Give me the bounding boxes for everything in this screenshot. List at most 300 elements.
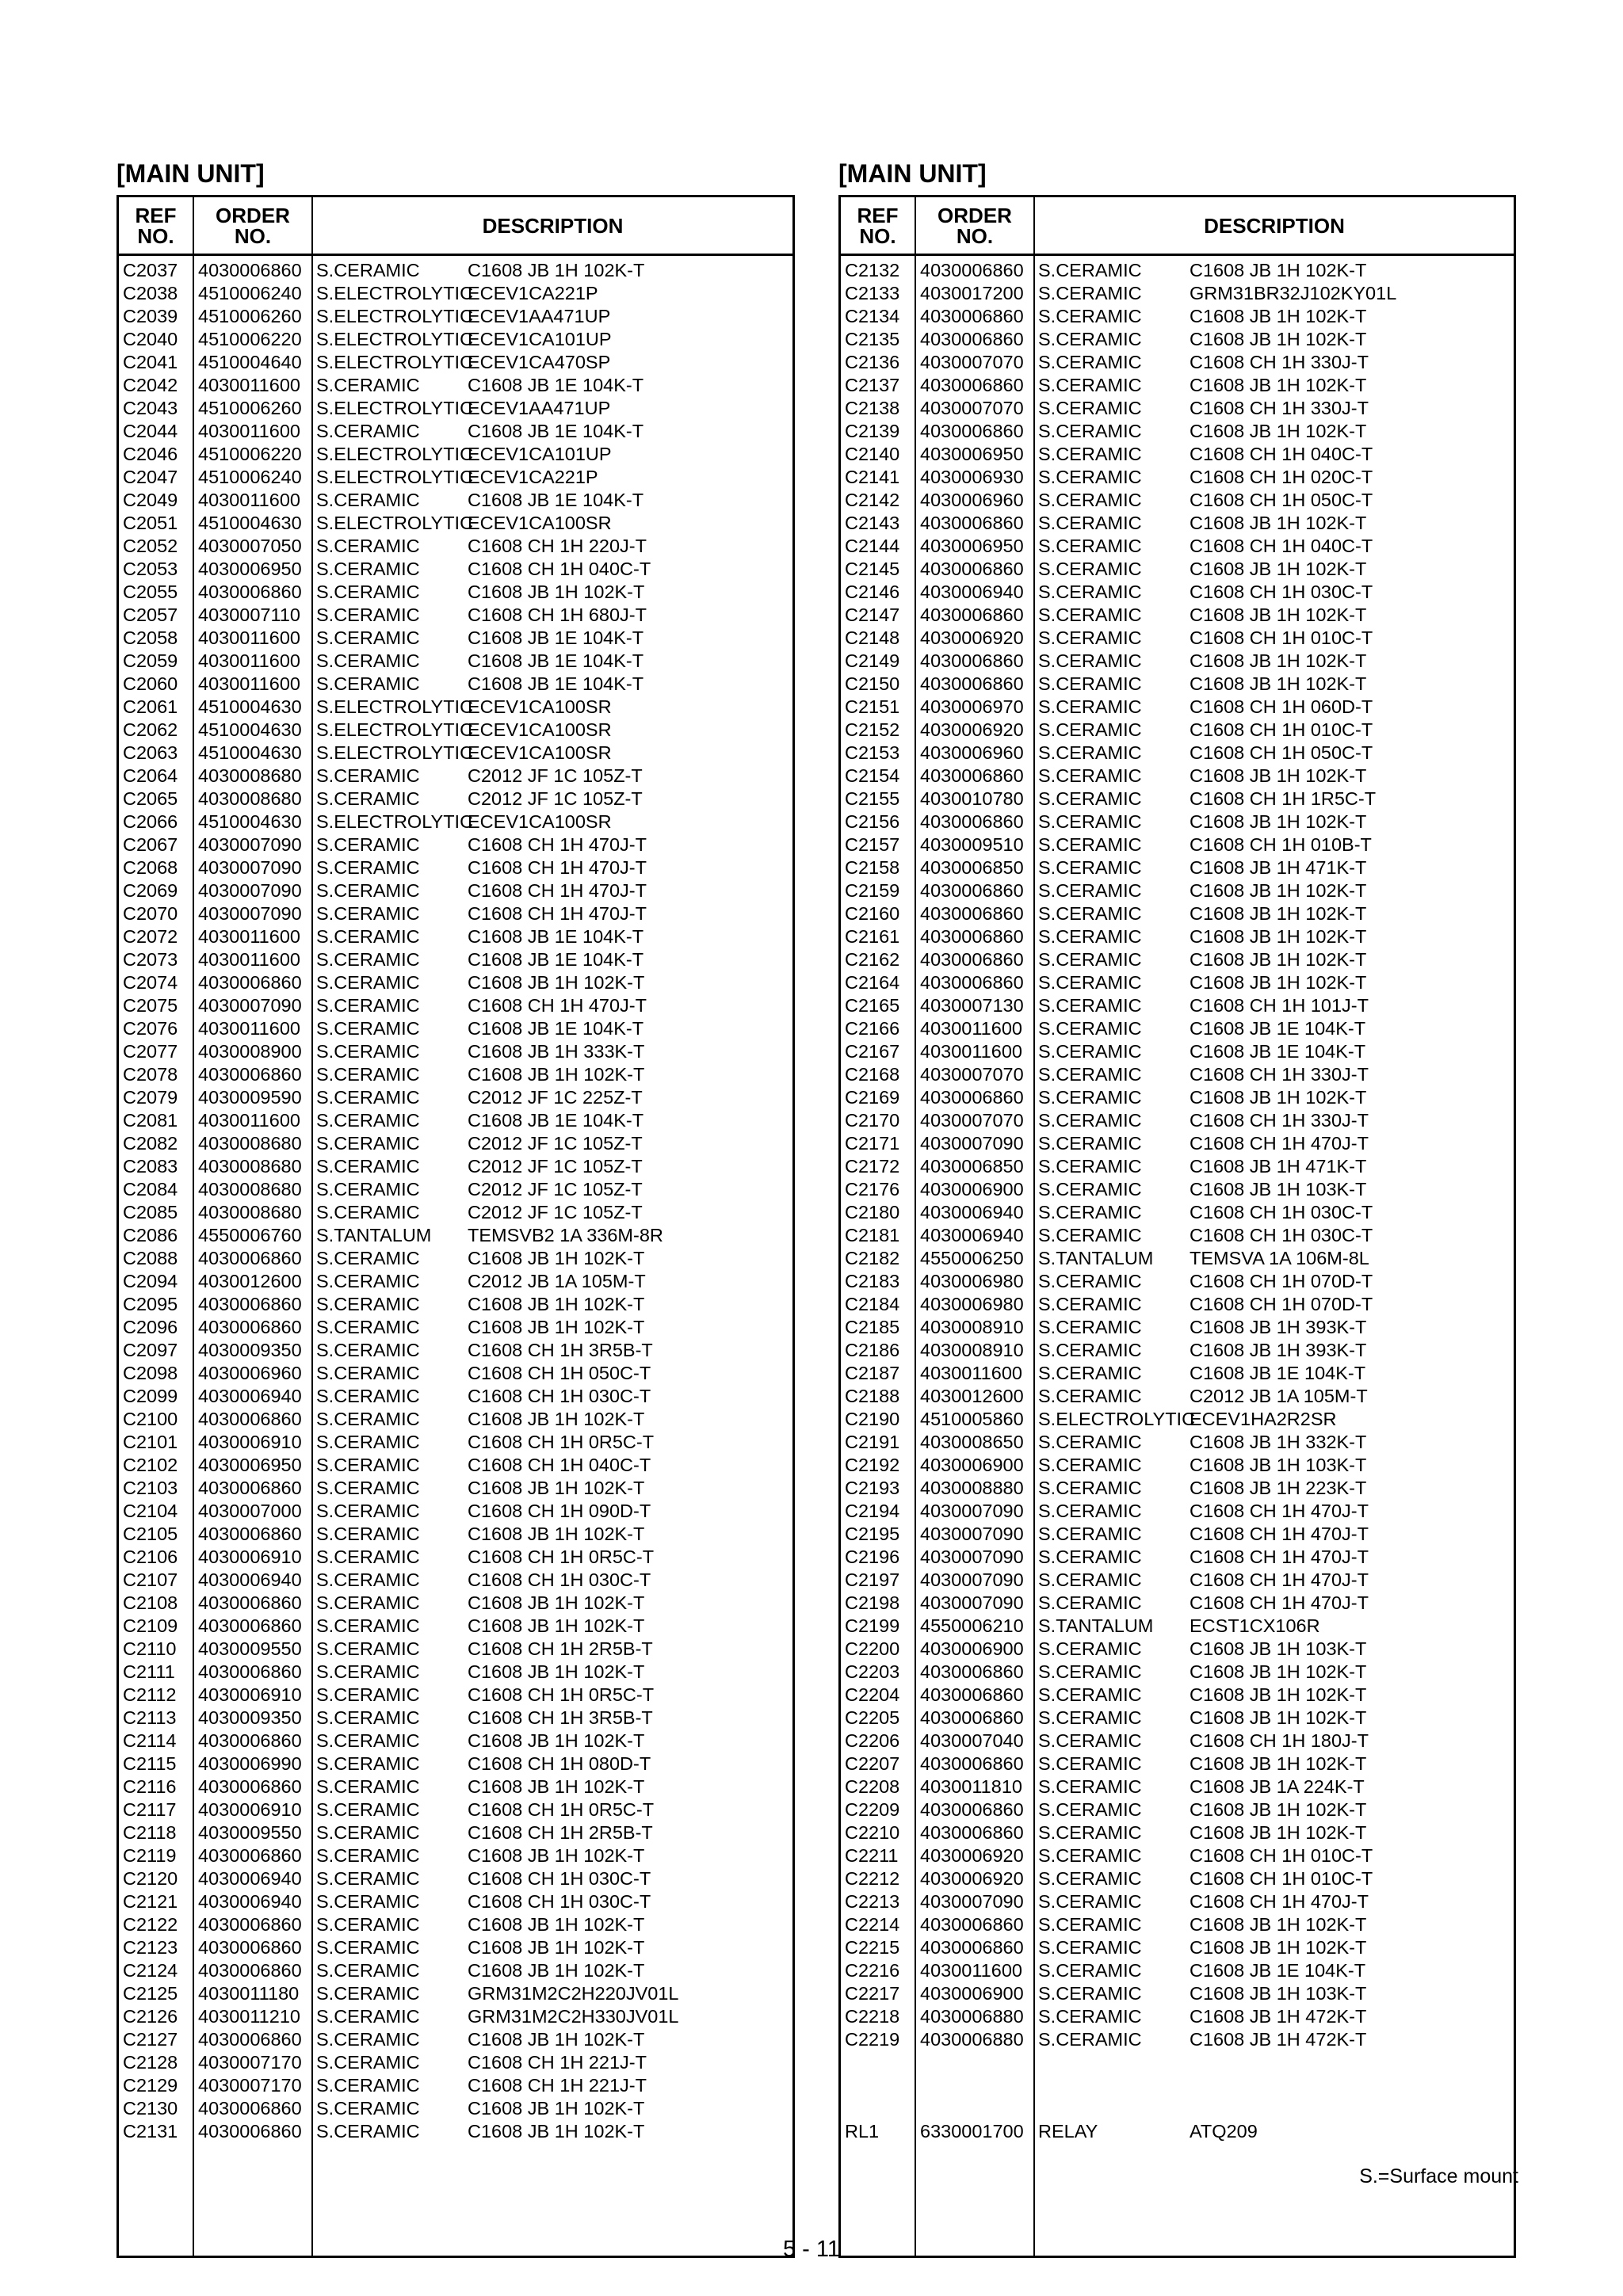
ref-no-cell: C2137 bbox=[845, 375, 900, 395]
part-type: S.TANTALUM bbox=[1038, 1248, 1154, 1268]
part-spec: C1608 JB 1E 104K-T bbox=[468, 375, 644, 395]
description-cell bbox=[316, 2097, 792, 2120]
description-cell bbox=[1038, 1293, 1514, 1316]
order-no-cell: 4030009550 bbox=[198, 1822, 302, 1843]
ref-no-cell: C2039 bbox=[123, 306, 178, 326]
description-cell bbox=[1038, 1178, 1514, 1201]
ref-no-cell: C2086 bbox=[123, 1225, 178, 1245]
description-cell bbox=[1038, 512, 1514, 535]
order-no-cell: 4030011180 bbox=[198, 1983, 300, 2004]
part-spec: C1608 CH 1H 050C-T bbox=[1190, 742, 1373, 763]
part-type: S.CERAMIC bbox=[316, 2052, 420, 2073]
part-spec: C1608 JB 1H 102K-T bbox=[1190, 306, 1367, 326]
part-spec: C1608 JB 1H 102K-T bbox=[1190, 421, 1367, 441]
part-spec: C1608 JB 1H 102K-T bbox=[468, 2121, 645, 2142]
part-spec: C1608 JB 1H 102K-T bbox=[1190, 1087, 1367, 1108]
ref-no-cell: C2068 bbox=[123, 857, 178, 878]
part-type: S.CERAMIC bbox=[1038, 1018, 1142, 1039]
part-spec: C1608 CH 1H 3R5B-T bbox=[468, 1340, 653, 1360]
header-desc-label: DESCRIPTION bbox=[482, 213, 624, 238]
part-spec: C1608 JB 1E 104K-T bbox=[1190, 1363, 1366, 1383]
order-no-cell: 4030006860 bbox=[920, 421, 1024, 441]
part-spec: C1608 JB 1H 102K-T bbox=[468, 1248, 645, 1268]
ref-no-cell: C2100 bbox=[123, 1409, 178, 1429]
ref-no-cell: C2183 bbox=[845, 1271, 900, 1291]
description-cell bbox=[1038, 1431, 1514, 1454]
part-type: S.CERAMIC bbox=[316, 1799, 420, 1820]
description-cell bbox=[316, 1086, 792, 1109]
part-type: S.CERAMIC bbox=[316, 1822, 420, 1843]
order-no-cell: 4030006960 bbox=[920, 742, 1024, 763]
part-type: S.CERAMIC bbox=[316, 903, 420, 924]
order-no-cell: 4030006860 bbox=[920, 605, 1024, 625]
ref-no-cell: C2168 bbox=[845, 1064, 900, 1085]
description-cell bbox=[1038, 1017, 1514, 1040]
ref-no-cell: C2156 bbox=[845, 811, 900, 832]
part-type: S.CERAMIC bbox=[1038, 1432, 1142, 1452]
order-no-cell: 4030006940 bbox=[198, 1891, 302, 1912]
part-spec: C1608 CH 1H 1R5C-T bbox=[1190, 788, 1377, 809]
order-no-cell: 4030011600 bbox=[198, 673, 300, 694]
ref-no-cell: C2211 bbox=[845, 1845, 899, 1866]
order-no-cell: 4030009350 bbox=[198, 1707, 302, 1728]
description-cell bbox=[1038, 259, 1514, 282]
description-cell bbox=[316, 971, 792, 994]
part-type: S.ELECTROLYTIC bbox=[316, 811, 474, 832]
description-cell bbox=[1038, 1867, 1514, 1890]
part-type: S.CERAMIC bbox=[316, 1386, 420, 1406]
ref-no-cell: C2096 bbox=[123, 1317, 178, 1337]
ref-no-cell: C2187 bbox=[845, 1363, 900, 1383]
part-type: S.CERAMIC bbox=[316, 1868, 420, 1889]
description-cell bbox=[316, 879, 792, 902]
part-type: S.CERAMIC bbox=[1038, 1271, 1142, 1291]
part-type: S.CERAMIC bbox=[1038, 1087, 1142, 1108]
part-type: S.TANTALUM bbox=[1038, 1615, 1154, 1636]
part-spec: C1608 JB 1H 102K-T bbox=[468, 2098, 645, 2119]
order-no-cell: 4030006850 bbox=[920, 857, 1024, 878]
header-order-label: ORDER NO. bbox=[938, 203, 1012, 248]
order-no-cell: 4030006950 bbox=[198, 559, 302, 579]
order-no-cell: 4030006860 bbox=[198, 582, 302, 602]
description-cell bbox=[316, 1040, 792, 1063]
description-cell bbox=[316, 351, 792, 374]
order-no-cell: 4030006860 bbox=[920, 949, 1024, 970]
part-type: S.CERAMIC bbox=[316, 1064, 420, 1085]
ref-no-cell: RL1 bbox=[845, 2121, 880, 2142]
order-no-cell: 4030006860 bbox=[920, 513, 1024, 533]
ref-no-cell: C2038 bbox=[123, 283, 178, 303]
ref-no-cell: C2150 bbox=[845, 673, 900, 694]
description-cell bbox=[316, 1454, 792, 1477]
ref-no-cell: C2133 bbox=[845, 283, 900, 303]
part-type: S.CERAMIC bbox=[316, 1432, 420, 1452]
order-no-cell: 4030006960 bbox=[198, 1363, 302, 1383]
part-type: S.CERAMIC bbox=[316, 1845, 420, 1866]
ref-no-cell: C2172 bbox=[845, 1156, 900, 1177]
description-cell bbox=[1038, 604, 1514, 627]
description-cell bbox=[1038, 581, 1514, 604]
part-spec: C1608 JB 1H 472K-T bbox=[1190, 2029, 1367, 2050]
part-type: S.CERAMIC bbox=[1038, 673, 1142, 694]
part-type: S.CERAMIC bbox=[316, 1776, 420, 1797]
order-no-cell: 4030006860 bbox=[198, 1615, 302, 1636]
part-spec: C1608 JB 1E 104K-T bbox=[468, 650, 644, 671]
description-cell bbox=[1038, 994, 1514, 1017]
part-type: S.CERAMIC bbox=[316, 1569, 420, 1590]
description-cell bbox=[316, 1684, 792, 1707]
description-cell bbox=[316, 1408, 792, 1431]
order-no-cell: 4030011600 bbox=[198, 1018, 300, 1039]
part-spec: C1608 JB 1H 102K-T bbox=[468, 1937, 645, 1958]
ref-no-cell: C2192 bbox=[845, 1455, 900, 1475]
part-type: S.CERAMIC bbox=[1038, 1776, 1142, 1797]
description-cell bbox=[1038, 443, 1514, 466]
part-spec: C1608 CH 1H 070D-T bbox=[1190, 1294, 1373, 1314]
part-spec: C1608 CH 1H 470J-T bbox=[468, 880, 647, 901]
ref-no-cell: C2116 bbox=[123, 1776, 177, 1797]
part-spec: C1608 CH 1H 090D-T bbox=[468, 1501, 651, 1521]
part-spec: C1608 CH 1H 030C-T bbox=[468, 1386, 651, 1406]
order-no-cell: 4030012600 bbox=[920, 1386, 1024, 1406]
ref-no-cell: C2117 bbox=[123, 1799, 177, 1820]
part-type: S.CERAMIC bbox=[1038, 2029, 1142, 2050]
part-spec: C1608 JB 1H 102K-T bbox=[1190, 880, 1367, 901]
order-no-cell: 4030007040 bbox=[920, 1730, 1024, 1751]
part-spec: C1608 JB 1H 102K-T bbox=[1190, 650, 1367, 671]
description-cell bbox=[316, 719, 792, 742]
ref-no-cell: C2088 bbox=[123, 1248, 178, 1268]
part-spec: C1608 JB 1E 104K-T bbox=[468, 926, 644, 947]
part-type: S.CERAMIC bbox=[316, 1937, 420, 1958]
ref-no-cell: C2085 bbox=[123, 1202, 178, 1222]
part-type: S.ELECTROLYTIC bbox=[316, 306, 474, 326]
part-spec: C1608 JB 1H 102K-T bbox=[468, 1409, 645, 1429]
order-no-cell: 4030011600 bbox=[920, 1018, 1022, 1039]
ref-no-cell: C2182 bbox=[845, 1248, 900, 1268]
part-spec: C1608 JB 1H 393K-T bbox=[1190, 1340, 1367, 1360]
description-cell bbox=[1038, 833, 1514, 856]
description-cell bbox=[1038, 1247, 1514, 1270]
ref-no-cell: C2208 bbox=[845, 1776, 900, 1797]
description-cell bbox=[1038, 1224, 1514, 1247]
description-cell bbox=[1038, 1638, 1514, 1661]
part-spec: ECEV1CA101UP bbox=[468, 329, 612, 349]
part-spec: GRM31M2C2H330JV01L bbox=[468, 2006, 679, 2027]
description-cell bbox=[316, 650, 792, 673]
header-order-no bbox=[194, 197, 313, 254]
part-spec: C1608 CH 1H 030C-T bbox=[468, 1569, 651, 1590]
part-type: S.CERAMIC bbox=[316, 2029, 420, 2050]
part-spec: C1608 JB 1H 102K-T bbox=[468, 2029, 645, 2050]
ref-no-cell: C2209 bbox=[845, 1799, 900, 1820]
order-no-cell: 4030006880 bbox=[920, 2006, 1024, 2027]
part-spec: C1608 CH 1H 330J-T bbox=[1190, 1110, 1369, 1131]
description-cell bbox=[316, 1890, 792, 1913]
ref-no-cell: C2125 bbox=[123, 1983, 178, 2004]
ref-no-cell: C2206 bbox=[845, 1730, 900, 1751]
part-spec: C1608 JB 1H 393K-T bbox=[1190, 1317, 1367, 1337]
ref-no-cell: C2075 bbox=[123, 995, 178, 1016]
part-type: S.CERAMIC bbox=[1038, 398, 1142, 418]
ref-no-cell: C2191 bbox=[845, 1432, 900, 1452]
parts-table bbox=[116, 195, 795, 2258]
part-type: S.ELECTROLYTIC bbox=[316, 352, 474, 372]
part-spec: C1608 JB 1H 102K-T bbox=[468, 1615, 645, 1636]
ref-no-cell: C2142 bbox=[845, 490, 900, 510]
ref-no-cell: C2199 bbox=[845, 1615, 900, 1636]
description-cell bbox=[316, 1017, 792, 1040]
order-no-cell: 4030006950 bbox=[920, 444, 1024, 464]
ref-no-cell: C2160 bbox=[845, 903, 900, 924]
ref-no-cell: C2204 bbox=[845, 1684, 900, 1705]
part-type: S.CERAMIC bbox=[316, 1914, 420, 1935]
table-header bbox=[119, 197, 792, 256]
description-cell bbox=[1038, 1775, 1514, 1798]
order-no-cell: 4030006920 bbox=[920, 627, 1024, 648]
part-type: S.CERAMIC bbox=[316, 1730, 420, 1751]
ref-no-cell: C2055 bbox=[123, 582, 178, 602]
ref-no-cell: C2145 bbox=[845, 559, 900, 579]
part-type: S.ELECTROLYTIC bbox=[316, 719, 474, 740]
order-no-cell: 4510004640 bbox=[198, 352, 302, 372]
part-spec: C1608 JB 1H 102K-T bbox=[1190, 605, 1367, 625]
ref-no-cell: C2216 bbox=[845, 1960, 900, 1981]
ref-no-cell: C2070 bbox=[123, 903, 178, 924]
ref-no-cell: C2214 bbox=[845, 1914, 900, 1935]
part-spec: C1608 JB 1H 102K-T bbox=[1190, 673, 1367, 694]
ref-no-cell: C2200 bbox=[845, 1638, 900, 1659]
ref-no-cell: C2057 bbox=[123, 605, 178, 625]
description-cell bbox=[1038, 1500, 1514, 1523]
part-type: S.CERAMIC bbox=[1038, 1455, 1142, 1475]
order-no-cell: 4030011600 bbox=[198, 490, 300, 510]
ref-no-cell: C2108 bbox=[123, 1592, 178, 1613]
description-cell bbox=[316, 1132, 792, 1155]
part-spec: C1608 JB 1H 102K-T bbox=[1190, 1914, 1367, 1935]
part-spec: ECEV1CA470SP bbox=[468, 352, 611, 372]
description-cell bbox=[1038, 1385, 1514, 1408]
order-no-cell: 4030006860 bbox=[920, 1914, 1024, 1935]
part-spec: ECEV1AA471UP bbox=[468, 306, 611, 326]
ref-column bbox=[841, 256, 916, 2256]
part-spec: C1608 CH 1H 0R5C-T bbox=[468, 1432, 655, 1452]
part-spec: C1608 JB 1E 104K-T bbox=[468, 673, 644, 694]
order-no-cell: 4030006860 bbox=[920, 650, 1024, 671]
part-spec: C1608 JB 1H 102K-T bbox=[1190, 1822, 1367, 1843]
order-no-cell: 4030011600 bbox=[198, 421, 300, 441]
order-no-cell: 4030006860 bbox=[198, 1294, 302, 1314]
header-description bbox=[1035, 197, 1514, 254]
description-cell bbox=[316, 1477, 792, 1500]
table-body bbox=[841, 256, 1514, 2256]
part-type: S.ELECTROLYTIC bbox=[1038, 1409, 1196, 1429]
part-type: S.CERAMIC bbox=[1038, 444, 1142, 464]
order-no-cell: 4030006880 bbox=[920, 2029, 1024, 2050]
order-no-cell: 4030006860 bbox=[198, 1730, 302, 1751]
description-cell bbox=[316, 535, 792, 558]
ref-no-cell: C2043 bbox=[123, 398, 178, 418]
description-cell bbox=[1038, 535, 1514, 558]
ref-no-cell: C2060 bbox=[123, 673, 178, 694]
order-no-cell: 4030006860 bbox=[920, 1937, 1024, 1958]
description-column bbox=[1035, 256, 1514, 2256]
order-no-cell: 4030006860 bbox=[920, 673, 1024, 694]
part-spec: C1608 CH 1H 180J-T bbox=[1190, 1730, 1369, 1751]
part-type: S.CERAMIC bbox=[316, 2006, 420, 2027]
footnote: S.=Surface mount bbox=[1359, 2165, 1518, 2187]
description-cell bbox=[1038, 1798, 1514, 1821]
description-cell bbox=[316, 558, 792, 581]
ref-no-cell: C2065 bbox=[123, 788, 178, 809]
order-no-cell: 4030006860 bbox=[920, 1707, 1024, 1728]
part-type: S.ELECTROLYTIC bbox=[316, 283, 474, 303]
order-no-cell: 4030011600 bbox=[920, 1363, 1022, 1383]
part-type: S.CERAMIC bbox=[316, 2075, 420, 2096]
part-type: S.CERAMIC bbox=[316, 1638, 420, 1659]
part-spec: C1608 JB 1H 102K-T bbox=[1190, 1799, 1367, 1820]
ref-no-cell: C2046 bbox=[123, 444, 178, 464]
header-description bbox=[313, 197, 792, 254]
description-cell bbox=[1038, 1753, 1514, 1775]
part-spec: C1608 CH 1H 030C-T bbox=[468, 1868, 651, 1889]
header-ref-no bbox=[119, 197, 194, 254]
part-spec: C1608 JB 1H 102K-T bbox=[468, 1730, 645, 1751]
ref-no-cell: C2128 bbox=[123, 2052, 178, 2073]
order-no-cell: 4030008680 bbox=[198, 765, 302, 786]
ref-no-cell: C2072 bbox=[123, 926, 178, 947]
ref-no-cell: C2062 bbox=[123, 719, 178, 740]
part-type: S.CERAMIC bbox=[1038, 1547, 1142, 1567]
order-no-cell: 4030006980 bbox=[920, 1294, 1024, 1314]
part-type: S.CERAMIC bbox=[316, 2121, 420, 2142]
order-no-cell: 4030008680 bbox=[198, 1133, 302, 1154]
part-spec: C1608 JB 1H 102K-T bbox=[1190, 972, 1367, 993]
ref-no-cell: C2196 bbox=[845, 1547, 900, 1567]
part-spec: C1608 CH 1H 0R5C-T bbox=[468, 1684, 655, 1705]
description-cell bbox=[1038, 1821, 1514, 1844]
part-spec: ECEV1AA471UP bbox=[468, 398, 611, 418]
order-no-cell: 4030006860 bbox=[920, 765, 1024, 786]
part-type: S.CERAMIC bbox=[316, 1317, 420, 1337]
description-cell bbox=[1038, 1959, 1514, 1982]
part-type: S.CERAMIC bbox=[1038, 1501, 1142, 1521]
description-cell bbox=[316, 1707, 792, 1730]
part-type: S.CERAMIC bbox=[316, 1684, 420, 1705]
part-spec: C1608 JB 1H 102K-T bbox=[468, 1478, 645, 1498]
order-no-cell: 4030006950 bbox=[920, 536, 1024, 556]
order-no-cell: 4030006860 bbox=[198, 972, 302, 993]
part-spec: C1608 JB 1H 103K-T bbox=[1190, 1638, 1367, 1659]
part-type: S.CERAMIC bbox=[1038, 1202, 1142, 1222]
order-no-cell: 4030006970 bbox=[920, 696, 1024, 717]
part-type: S.CERAMIC bbox=[316, 1087, 420, 1108]
order-no-cell: 4030008910 bbox=[920, 1340, 1024, 1360]
header-ref-no bbox=[841, 197, 916, 254]
ref-no-cell: C2095 bbox=[123, 1294, 178, 1314]
part-spec: C1608 JB 1H 102K-T bbox=[1190, 1684, 1367, 1705]
part-type: S.CERAMIC bbox=[1038, 283, 1142, 303]
part-type: S.CERAMIC bbox=[1038, 719, 1142, 740]
part-type: S.CERAMIC bbox=[1038, 559, 1142, 579]
ref-no-cell: C2164 bbox=[845, 972, 900, 993]
order-no-cell: 4510004630 bbox=[198, 811, 302, 832]
ref-no-cell: C2063 bbox=[123, 742, 178, 763]
description-cell bbox=[1038, 328, 1514, 351]
description-cell bbox=[1038, 1707, 1514, 1730]
part-type: S.CERAMIC bbox=[1038, 949, 1142, 970]
description-cell bbox=[1038, 1569, 1514, 1592]
order-no-cell: 4030007070 bbox=[920, 398, 1024, 418]
order-no-cell: 4510006220 bbox=[198, 329, 302, 349]
description-cell bbox=[1038, 466, 1514, 489]
order-no-cell: 4030007090 bbox=[198, 880, 302, 901]
part-spec: ECEV1CA100SR bbox=[468, 742, 612, 763]
part-spec: C1608 JB 1E 104K-T bbox=[1190, 1018, 1366, 1039]
order-no-cell: 4030006860 bbox=[920, 1087, 1024, 1108]
description-cell bbox=[316, 856, 792, 879]
part-spec: C1608 CH 1H 470J-T bbox=[468, 834, 647, 855]
part-type: S.ELECTROLYTIC bbox=[316, 467, 474, 487]
part-spec: C1608 JB 1H 102K-T bbox=[1190, 375, 1367, 395]
description-cell bbox=[1038, 1270, 1514, 1293]
part-spec: ECEV1CA100SR bbox=[468, 696, 612, 717]
description-cell bbox=[316, 627, 792, 650]
ref-no-cell: C2124 bbox=[123, 1960, 178, 1981]
ref-no-cell: C2210 bbox=[845, 1822, 900, 1843]
part-type: S.CERAMIC bbox=[1038, 1914, 1142, 1935]
ref-no-cell: C2131 bbox=[123, 2121, 178, 2142]
ref-no-cell: C2149 bbox=[845, 650, 900, 671]
ref-no-cell: C2180 bbox=[845, 1202, 900, 1222]
part-spec: C1608 CH 1H 330J-T bbox=[1190, 398, 1369, 418]
ref-no-cell: C2061 bbox=[123, 696, 178, 717]
order-no-cell: 4030006910 bbox=[198, 1684, 302, 1705]
part-type: S.CERAMIC bbox=[316, 421, 420, 441]
description-cell bbox=[316, 466, 792, 489]
ref-no-cell: C2097 bbox=[123, 1340, 178, 1360]
order-no-cell: 4030007110 bbox=[198, 605, 300, 625]
description-cell bbox=[316, 1821, 792, 1844]
part-type: S.CERAMIC bbox=[316, 1478, 420, 1498]
description-cell bbox=[1038, 420, 1514, 443]
part-type: S.TANTALUM bbox=[316, 1225, 432, 1245]
order-no-cell: 4030006860 bbox=[920, 1684, 1024, 1705]
order-no-cell: 4030008650 bbox=[920, 1432, 1024, 1452]
order-no-cell: 4550006210 bbox=[920, 1615, 1024, 1636]
ref-no-cell: C2047 bbox=[123, 467, 178, 487]
ref-no-cell: C2153 bbox=[845, 742, 900, 763]
ref-no-cell: C2044 bbox=[123, 421, 178, 441]
part-type: RELAY bbox=[1038, 2121, 1098, 2142]
description-cell bbox=[1038, 696, 1514, 719]
description-cell bbox=[316, 1362, 792, 1385]
description-cell bbox=[1038, 650, 1514, 673]
description-cell bbox=[1038, 673, 1514, 696]
part-spec: C1608 CH 1H 010C-T bbox=[1190, 1845, 1373, 1866]
part-type: S.CERAMIC bbox=[316, 1202, 420, 1222]
part-spec: ECEV1CA221P bbox=[468, 283, 598, 303]
description-cell bbox=[316, 1063, 792, 1086]
table-header bbox=[841, 197, 1514, 256]
part-spec: C1608 CH 1H 2R5B-T bbox=[468, 1822, 653, 1843]
description-column bbox=[313, 256, 792, 2256]
part-spec: C1608 JB 1H 102K-T bbox=[468, 1960, 645, 1981]
description-cell bbox=[316, 1615, 792, 1638]
description-cell bbox=[316, 1798, 792, 1821]
order-no-cell: 4030007170 bbox=[198, 2075, 302, 2096]
ref-no-cell: C2105 bbox=[123, 1524, 178, 1544]
